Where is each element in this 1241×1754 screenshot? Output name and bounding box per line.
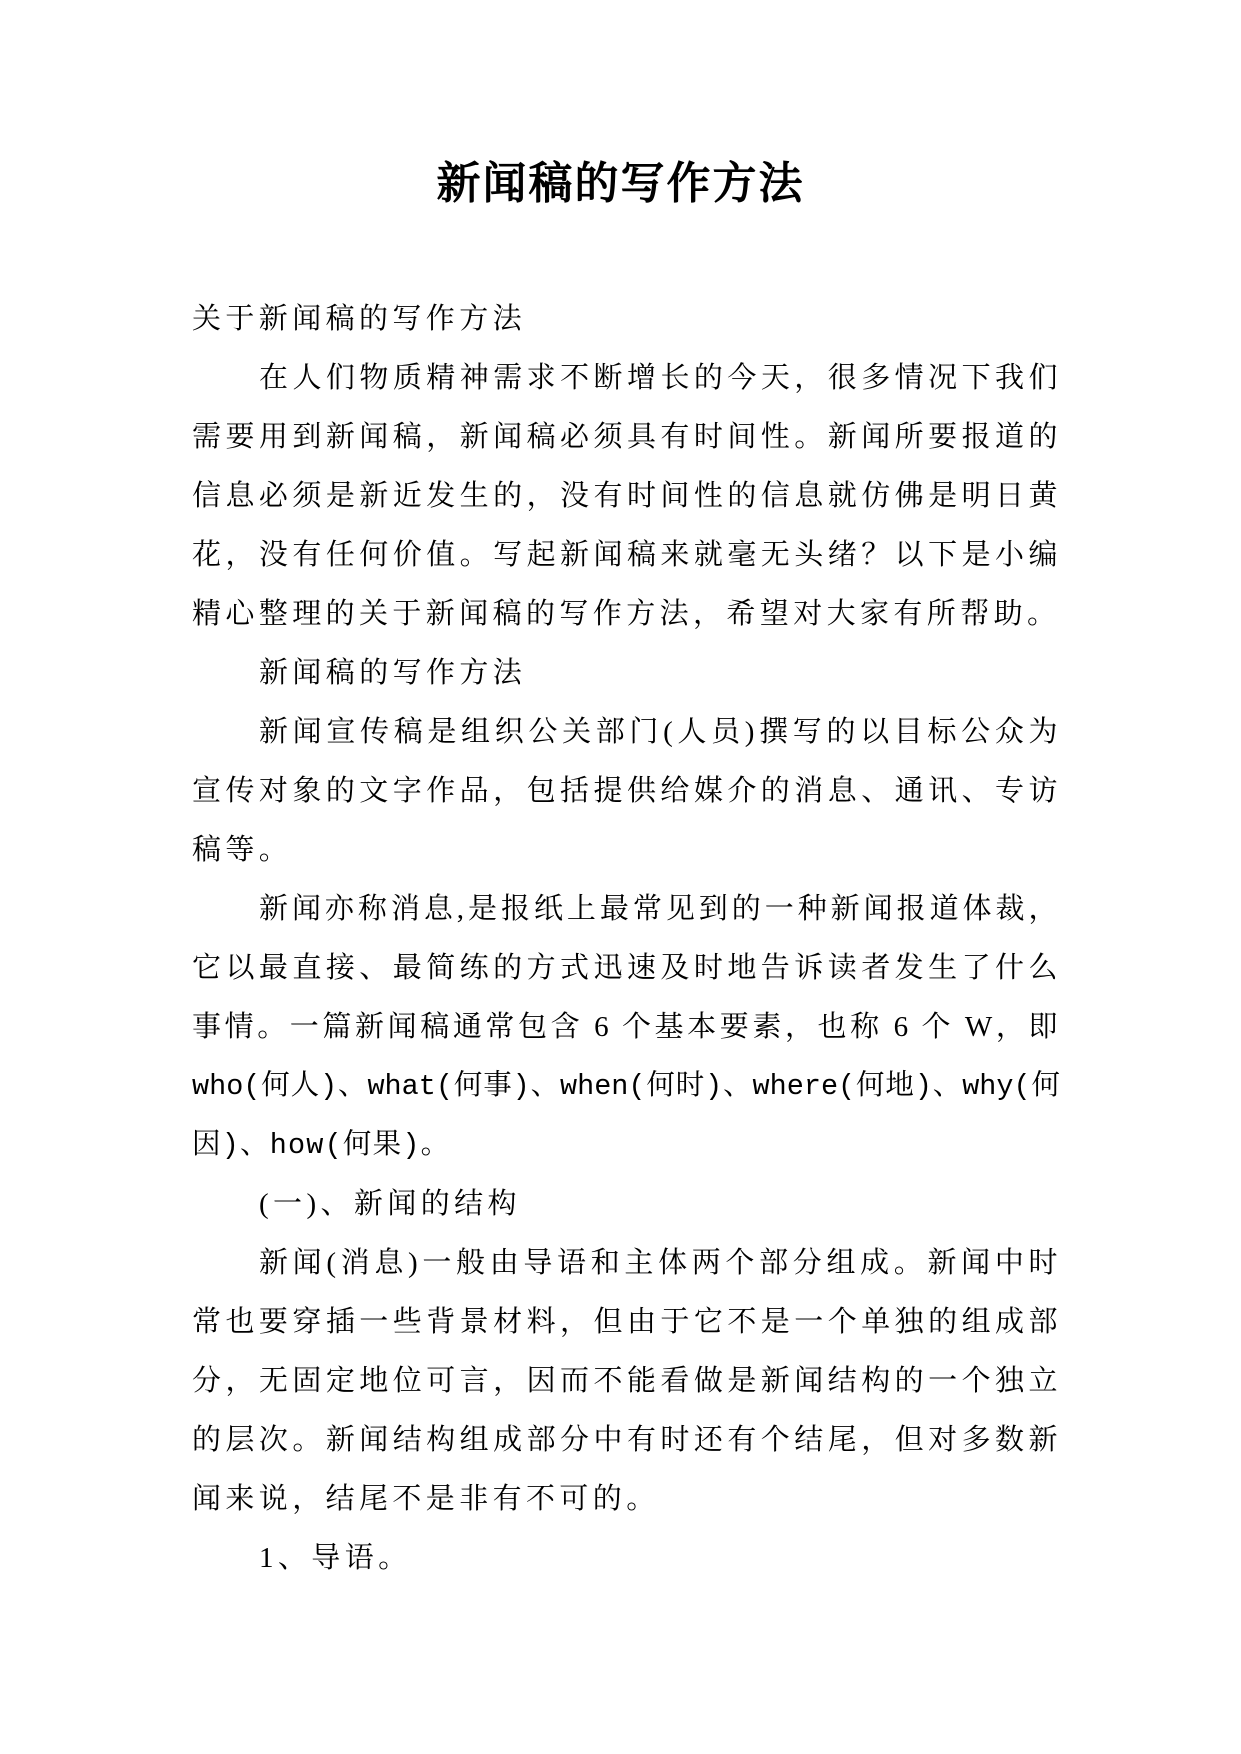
paragraph-line: 的层次。新闻结构组成部分中有时还有个结尾，但对多数新 — [192, 1424, 1060, 1456]
structure-heading — [192, 1175, 1060, 1234]
paragraph-line: 常也要穿插一些背景材料，但由于它不是一个单独的组成部 — [192, 1306, 1060, 1338]
intro-heading — [192, 290, 1060, 349]
paragraph-line: 1、导语。 — [259, 1542, 412, 1574]
paragraph-line: 因)、how(何果)。 — [192, 1129, 451, 1162]
paragraph-line: 新闻亦称消息,是报纸上最常见到的一种新闻报道体裁， — [259, 893, 1060, 925]
structure-paragraph — [192, 1234, 1060, 1529]
paragraph-line: 宣传对象的文字作品，包括提供给媒介的消息、通讯、专访 — [192, 775, 1060, 807]
section-heading — [192, 644, 1060, 703]
paragraph-line: 它以最直接、最简练的方式迅速及时地告诉读者发生了什么 — [192, 952, 1060, 984]
news-elements-paragraph — [192, 880, 1060, 1175]
paragraph-line: 新闻(消息)一般由导语和主体两个部分组成。新闻中时 — [259, 1247, 1060, 1279]
paragraph-line: 闻来说，结尾不是非有不可的。 — [192, 1483, 660, 1515]
paragraph-line: who(何人)、what(何事)、when(何时)、where(何地)、why(何 — [192, 1070, 1060, 1103]
paragraph-line: 关于新闻稿的写作方法 — [192, 303, 527, 335]
paragraph-line: 花，没有任何价值。写起新闻稿来就毫无头绪？以下是小编 — [192, 539, 1060, 571]
paragraph-line: 信息必须是新近发生的，没有时间性的信息就仿佛是明日黄 — [192, 480, 1060, 512]
paragraph-line: 稿等。 — [192, 834, 293, 866]
document-title: 新闻稿的写作方法 — [436, 159, 805, 208]
paragraph-line: 精心整理的关于新闻稿的写作方法，希望对大家有所帮助。 — [192, 598, 1061, 630]
definition-paragraph — [192, 703, 1060, 880]
lead-heading — [192, 1529, 1060, 1588]
paragraph-line: 在人们物质精神需求不断增长的今天，很多情况下我们 — [259, 362, 1060, 394]
paragraph-line: 事情。一篇新闻稿通常包含 6 个基本要素，也称 6 个 W，即 — [192, 1011, 1060, 1043]
intro-paragraph — [192, 349, 1060, 644]
paragraph-line: 分，无固定地位可言，因而不能看做是新闻结构的一个独立 — [192, 1365, 1060, 1397]
paragraph-line: (一)、新闻的结构 — [259, 1188, 521, 1220]
document-body — [192, 290, 1060, 1588]
paragraph-line: 新闻宣传稿是组织公关部门(人员)撰写的以目标公众为 — [259, 716, 1060, 748]
paragraph-line: 需要用到新闻稿，新闻稿必须具有时间性。新闻所要报道的 — [192, 421, 1060, 453]
paragraph-line: 新闻稿的写作方法 — [259, 657, 527, 689]
